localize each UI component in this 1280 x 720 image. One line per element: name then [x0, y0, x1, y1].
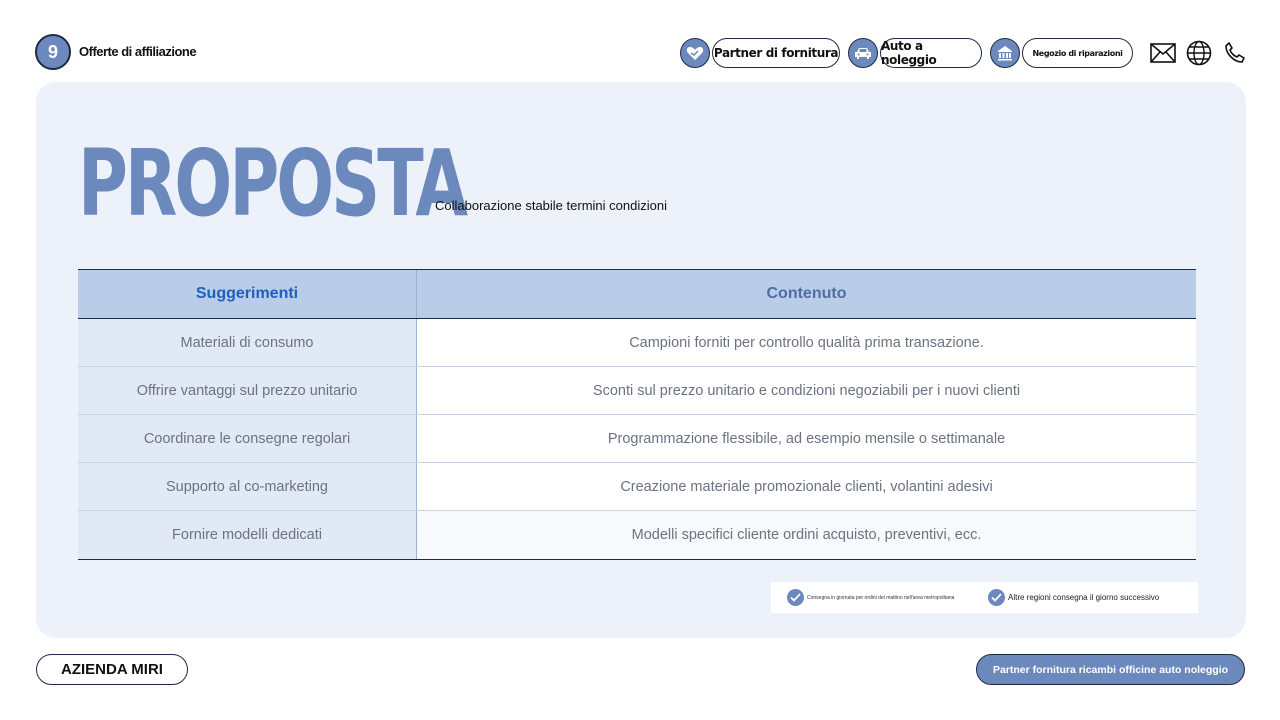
table-row [78, 463, 1196, 511]
nav-label-repair-shop[interactable]: Negozio di riparazioni [1022, 38, 1133, 68]
company-name: AZIENDA MIRI [36, 654, 188, 685]
top-nav [680, 38, 1249, 68]
building-icon [990, 38, 1020, 68]
page-number-badge: 9 [35, 34, 71, 70]
table-cell-content: Creazione materiale promozionale clienti, volantini adesivi [417, 463, 1196, 510]
table-row [78, 511, 1196, 559]
delivery-notes [771, 582, 1198, 613]
mail-icon[interactable] [1149, 39, 1177, 67]
table-cell-suggestion: Offrire vantaggi sul prezzo unitario [78, 367, 417, 414]
note-same-day [787, 589, 988, 606]
hero-subtitle: Collaborazione stabile termini condizioni [435, 198, 667, 213]
column-header-content: Contenuto [766, 285, 847, 302]
handshake-heart-icon [680, 38, 710, 68]
table-cell-content: Campioni forniti per controllo qualità prima transazione. [417, 319, 1196, 366]
phone-icon[interactable] [1221, 39, 1249, 67]
footer-tagline: Partner fornitura ricambi officine auto noleggio [976, 654, 1245, 685]
nav-label-rental-cars[interactable]: Auto a noleggio [880, 38, 982, 68]
nav-item-rental-cars[interactable] [848, 38, 982, 68]
nav-item-repair-shop[interactable] [990, 38, 1133, 68]
table-row [78, 415, 1196, 463]
header-title: Offerte di affiliazione [79, 44, 197, 59]
proposal-table [78, 269, 1196, 560]
table-cell-suggestion: Supporto al co-marketing [78, 463, 417, 510]
table-cell-content: Sconti sul prezzo unitario e condizioni negoziabili per i nuovi clienti [417, 367, 1196, 414]
hero-title: PROPOSTA [78, 130, 466, 237]
note-text: Consegna in giornata per ordini del mattino nell'area metropolitana [807, 594, 955, 601]
table-cell-content: Modelli specifici cliente ordini acquisto, preventivi, ecc. [417, 511, 1196, 559]
nav-item-supply-partner[interactable] [680, 38, 840, 68]
car-icon [848, 38, 878, 68]
nav-label-supply-partner[interactable]: Partner di fornitura [712, 38, 840, 68]
check-circle-icon [787, 589, 804, 606]
check-circle-icon [988, 589, 1005, 606]
note-next-day [988, 589, 1159, 606]
table-header [78, 270, 1196, 319]
table-row [78, 319, 1196, 367]
table-cell-suggestion: Fornire modelli dedicati [78, 511, 417, 559]
column-header-suggestions: Suggerimenti [78, 270, 417, 318]
note-text: Altre regioni consegna il giorno successivo [1008, 593, 1160, 602]
globe-icon[interactable] [1185, 39, 1213, 67]
table-row [78, 367, 1196, 415]
table-cell-suggestion: Coordinare le consegne regolari [78, 415, 417, 462]
table-cell-suggestion: Materiali di consumo [78, 319, 417, 366]
table-cell-content: Programmazione flessibile, ad esempio mensile o settimanale [417, 415, 1196, 462]
